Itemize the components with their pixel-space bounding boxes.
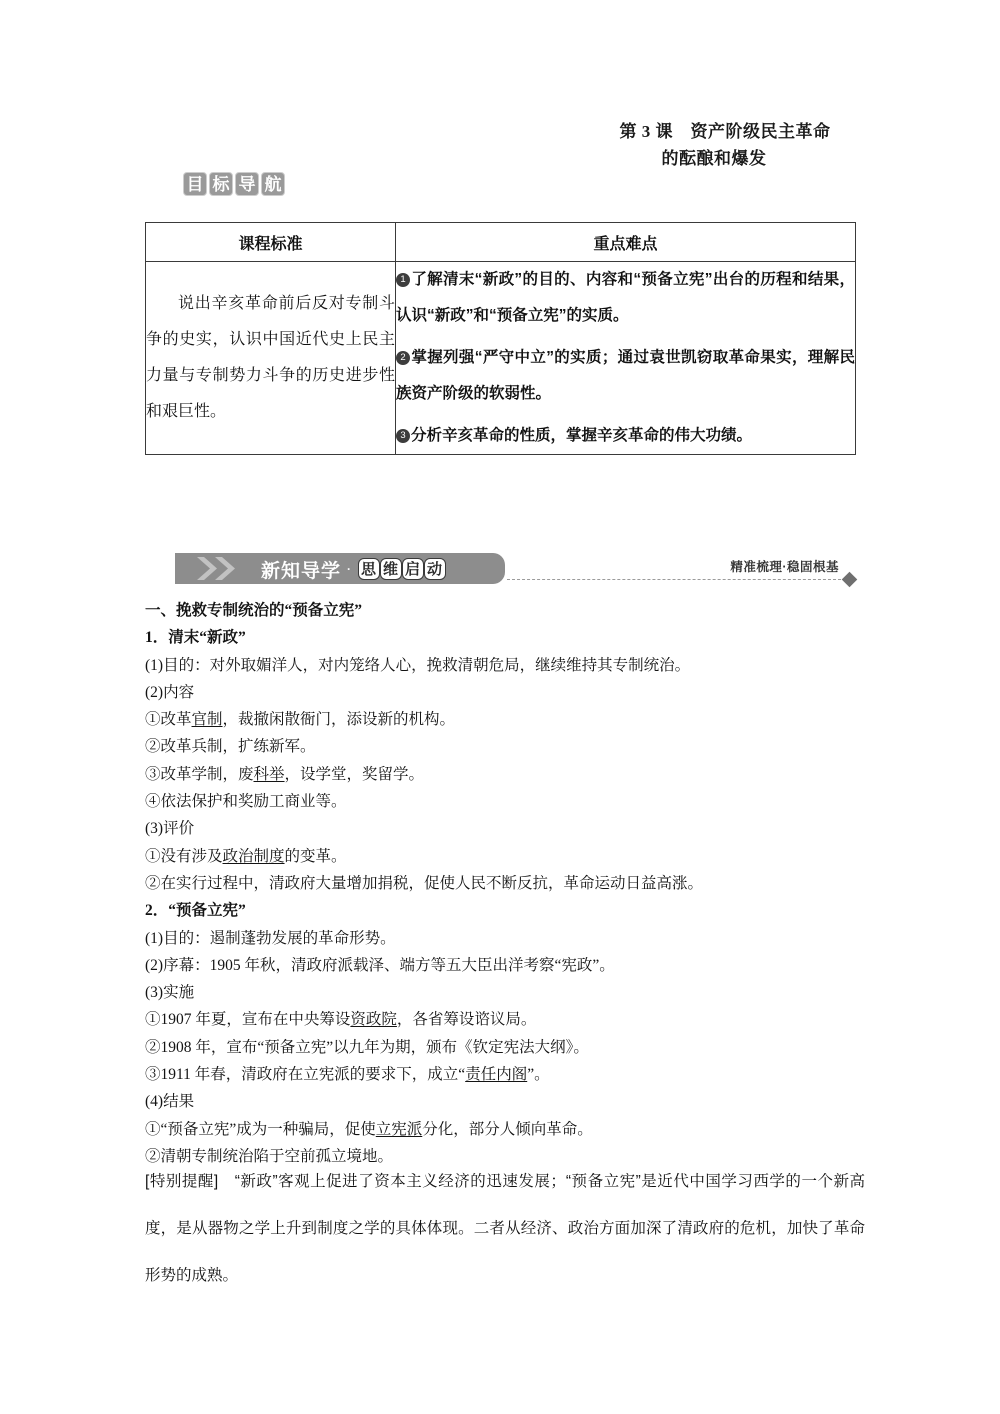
goal-badge-char-2: 导 [235, 172, 259, 196]
text-run: 2．“预备立宪” [145, 902, 246, 920]
heading-1-2 [145, 897, 865, 924]
line-impl-3 [145, 1061, 865, 1088]
text-run: 的变革。 [284, 847, 347, 865]
text-run: ，裁撤闲散衙门，添设新的机构。 [222, 711, 456, 729]
text-run: ①1907 年夏，宣布在中央筹设 [145, 1011, 351, 1029]
lesson-body-text [145, 597, 865, 1170]
text-run: 1．清末“新政” [145, 629, 246, 647]
key-point-text-2: 分析辛亥革命的性质，掌握辛亥革命的伟大功绩。 [411, 427, 753, 444]
line-content-head [145, 679, 865, 706]
text-run: ①没有涉及 [145, 847, 223, 865]
line-impl-1 [145, 1006, 865, 1033]
text-run: ②清朝专制统治陷于空前孤立境地。 [145, 1147, 394, 1165]
line-content-4 [145, 788, 865, 815]
text-run: ”。 [527, 1066, 550, 1084]
table-header-row [146, 223, 856, 262]
goal-navigation-badge [183, 172, 285, 196]
text-run: ②在实行过程中，清政府大量增加捐税，促使人民不断反抗，革命运动日益高涨。 [145, 874, 704, 892]
text-run: ②改革兵制，扩练新军。 [145, 738, 316, 756]
banner-boxed-char-2: 启 [402, 558, 424, 580]
keyword-underlined: 官制 [191, 711, 223, 729]
section-banner [175, 553, 855, 587]
line-result-head [145, 1088, 865, 1115]
table-body-row [146, 262, 856, 455]
key-point-item-2 [396, 418, 855, 454]
key-point-number-1: 2 [396, 351, 410, 365]
line-eval-1 [145, 843, 865, 870]
line-content-1 [145, 706, 865, 733]
text-run: ②1908 年，宣布“预备立宪”以九年为期，颁布《钦定宪法大纲》。 [145, 1038, 589, 1056]
cell-key-points [396, 262, 856, 455]
heading-1-1 [145, 624, 865, 651]
text-run: ③改革学制，废 [145, 765, 254, 783]
heading-1 [145, 597, 865, 624]
text-run: 一、挽救专制统治的“预备立宪” [145, 602, 363, 619]
column-header-keypoints: 重点难点 [396, 223, 856, 262]
key-point-item-1 [396, 340, 855, 412]
line-result-1 [145, 1116, 865, 1143]
key-point-item-0 [396, 262, 855, 334]
key-point-number-0: 1 [396, 273, 410, 287]
chapter-title-line-1: 第 3 课 资产阶级民主革命 [619, 122, 831, 141]
objectives-table [145, 222, 856, 455]
key-point-number-2: 3 [396, 429, 410, 443]
key-point-text-0: 了解清末“新政”的目的、内容和“预备立宪”出台的历程和结果，认识“新政”和“预备立宪”的实质。 [396, 271, 855, 324]
keyword-underlined: 责任内阁 [465, 1066, 528, 1084]
course-standard-text: 说出辛亥革命前后反对专制斗争的史实，认识中国近代史上民主力量与专制势力斗争的历史进步性和艰巨性。 [146, 295, 395, 420]
line-pre-prologue [145, 952, 865, 979]
line-pre-purpose [145, 925, 865, 952]
text-run: ③1911 年春，清政府在立宪派的要求下，成立“ [145, 1066, 466, 1084]
line-purpose-1 [145, 652, 865, 679]
goal-badge-char-1: 标 [209, 172, 233, 196]
text-run: (2)内容 [145, 683, 195, 701]
text-run: ①“预备立宪”成为一种骗局，促使 [145, 1120, 376, 1138]
special-reminder-paragraph [145, 1158, 865, 1299]
banner-boxed-char-0: 思 [358, 558, 380, 580]
banner-boxed-char-1: 维 [380, 558, 402, 580]
text-run: (1)目的：对外取媚洋人，对内笼络人心，挽救清朝危局，继续维持其专制统治。 [145, 656, 691, 674]
text-run: ，设学堂，奖留学。 [284, 765, 425, 783]
key-points-list [396, 262, 855, 454]
line-content-3 [145, 761, 865, 788]
line-content-2 [145, 733, 865, 760]
keyword-underlined: 资政院 [350, 1011, 397, 1029]
line-eval-head [145, 815, 865, 842]
banner-title [261, 556, 446, 582]
keyword-underlined: 科举 [253, 765, 285, 783]
keyword-underlined: 立宪派 [375, 1120, 423, 1138]
double-chevron-icon [197, 557, 249, 580]
text-run: (1)目的：遏制蓬勃发展的革命形势。 [145, 929, 396, 947]
cell-course-standard [146, 262, 396, 455]
special-reminder-label: [特别提醒] [145, 1173, 219, 1190]
key-point-text-1: 掌握列强“严守中立”的实质；通过袁世凯窃取革命果实，理解民族资产阶级的软弱性。 [396, 349, 855, 402]
chapter-title-line-2: 的酝酿和爆发 [661, 149, 767, 168]
banner-title-text: 新知导学 [261, 560, 342, 582]
chapter-title [560, 118, 890, 172]
text-run: ①改革 [145, 711, 192, 729]
goal-badge-char-3: 航 [261, 172, 285, 196]
goal-badge-char-0: 目 [183, 172, 207, 196]
keyword-underlined: 政治制度 [222, 847, 285, 865]
text-run: (3)实施 [145, 984, 195, 1002]
text-run: (4)结果 [145, 1093, 195, 1111]
text-run: (3)评价 [145, 820, 195, 838]
banner-divider-rule [507, 579, 841, 580]
banner-separator: · [347, 562, 353, 576]
diamond-marker-icon [842, 572, 858, 588]
column-header-standard: 课程标准 [146, 223, 396, 262]
banner-boxed-chars [358, 558, 446, 580]
text-run: ④依法保护和奖励工商业等。 [145, 793, 347, 811]
text-run: 分化，部分人倾向革命。 [422, 1120, 593, 1138]
banner-note: 精准梳理·稳固根基 [730, 560, 839, 574]
text-run: ，各省筹设谘议局。 [396, 1011, 537, 1029]
line-impl-head [145, 979, 865, 1006]
text-run: (2)序幕：1905 年秋，清政府派载泽、端方等五大臣出洋考察“宪政”。 [145, 956, 615, 974]
line-impl-2 [145, 1034, 865, 1061]
banner-boxed-char-3: 动 [424, 558, 446, 580]
line-eval-2 [145, 870, 865, 897]
special-reminder-text: “新政”客观上促进了资本主义经济的迅速发展；“预备立宪”是近代中国学习西学的一个新高度，是从器物之学上升到制度之学的具体体现。二者从经济、政治方面加深了清政府的危机，加快了革命形势的成熟。 [145, 1173, 865, 1284]
